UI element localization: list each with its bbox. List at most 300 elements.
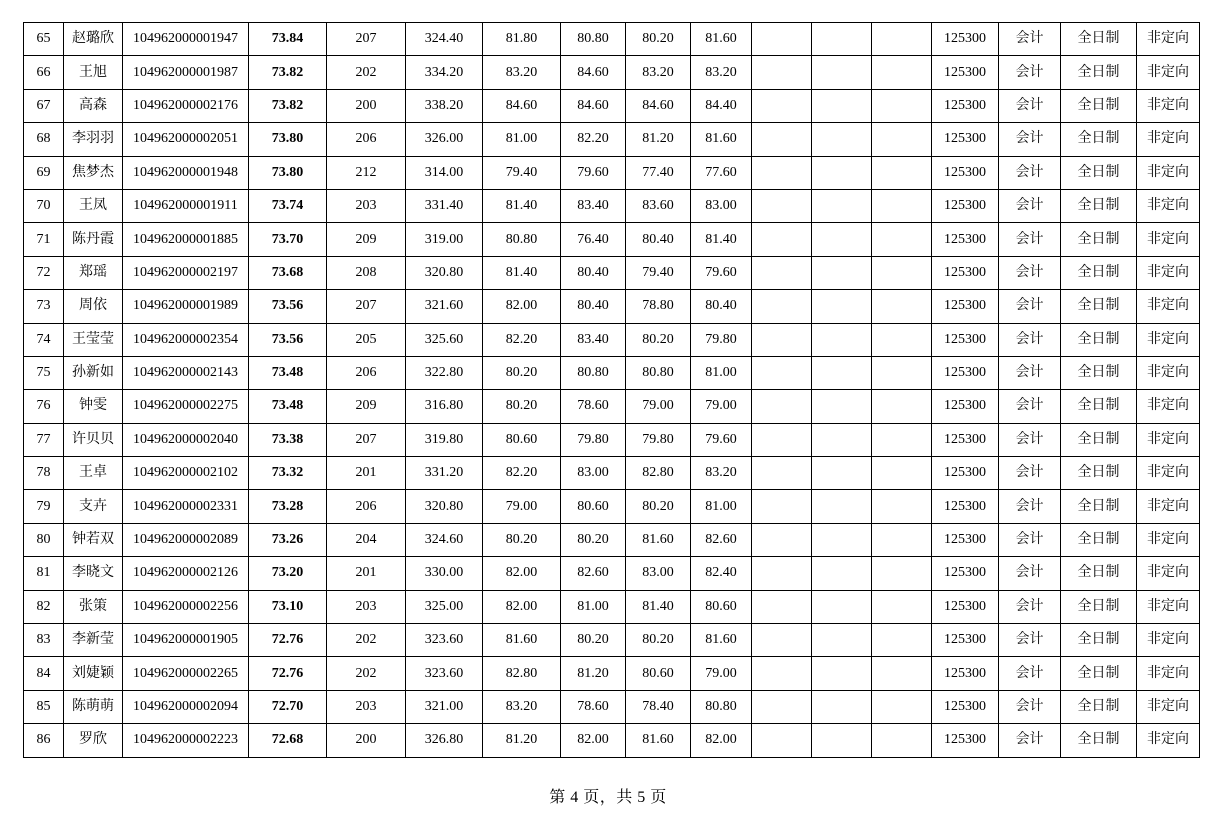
name-cell: 钟若双 xyxy=(64,523,123,556)
blank-cell-1 xyxy=(752,290,812,323)
col-5-cell: 206 xyxy=(327,356,406,389)
blank-cell-2 xyxy=(812,323,872,356)
total-score-cell: 73.70 xyxy=(249,223,327,256)
blank-cell-3 xyxy=(872,624,932,657)
study-mode-cell: 全日制 xyxy=(1061,390,1137,423)
study-mode-cell: 全日制 xyxy=(1061,189,1137,222)
exam-id-cell: 104962000002223 xyxy=(123,724,249,757)
study-mode-cell: 全日制 xyxy=(1061,223,1137,256)
blank-cell-1 xyxy=(752,423,812,456)
blank-cell-3 xyxy=(872,123,932,156)
col-6-cell: 314.00 xyxy=(406,156,483,189)
total-score-cell: 73.80 xyxy=(249,156,327,189)
orientation-cell: 非定向 xyxy=(1137,390,1200,423)
table-row xyxy=(24,457,1200,490)
blank-cell-1 xyxy=(752,356,812,389)
col-9-cell: 81.60 xyxy=(626,523,691,556)
col-7-cell: 80.20 xyxy=(483,356,561,389)
blank-cell-2 xyxy=(812,290,872,323)
col-9-cell: 81.60 xyxy=(626,724,691,757)
col-5-cell: 202 xyxy=(327,657,406,690)
col-10-cell: 83.20 xyxy=(691,457,752,490)
orientation-cell: 非定向 xyxy=(1137,290,1200,323)
blank-cell-1 xyxy=(752,323,812,356)
col-8-cell: 80.40 xyxy=(561,290,626,323)
col-8-cell: 80.80 xyxy=(561,23,626,56)
exam-id-cell: 104962000002143 xyxy=(123,356,249,389)
blank-cell-2 xyxy=(812,490,872,523)
col-10-cell: 81.60 xyxy=(691,624,752,657)
study-mode-cell: 全日制 xyxy=(1061,356,1137,389)
col-5-cell: 206 xyxy=(327,123,406,156)
col-7-cell: 82.00 xyxy=(483,590,561,623)
name-cell: 罗欣 xyxy=(64,724,123,757)
exam-id-cell: 104962000002176 xyxy=(123,89,249,122)
col-7-cell: 81.60 xyxy=(483,624,561,657)
col-6-cell: 325.00 xyxy=(406,590,483,623)
col-5-cell: 200 xyxy=(327,89,406,122)
major-code-cell: 125300 xyxy=(932,390,999,423)
blank-cell-1 xyxy=(752,189,812,222)
col-10-cell: 81.60 xyxy=(691,123,752,156)
major-name-cell: 会计 xyxy=(999,390,1061,423)
table-row xyxy=(24,123,1200,156)
col-6-cell: 334.20 xyxy=(406,56,483,89)
col-9-cell: 80.20 xyxy=(626,323,691,356)
col-8-cell: 78.60 xyxy=(561,390,626,423)
major-code-cell: 125300 xyxy=(932,523,999,556)
col-5-cell: 205 xyxy=(327,323,406,356)
row-number-cell: 83 xyxy=(24,624,64,657)
major-name-cell: 会计 xyxy=(999,423,1061,456)
blank-cell-2 xyxy=(812,657,872,690)
blank-cell-1 xyxy=(752,23,812,56)
col-5-cell: 203 xyxy=(327,189,406,222)
exam-id-cell: 104962000002265 xyxy=(123,657,249,690)
blank-cell-3 xyxy=(872,323,932,356)
col-8-cell: 79.60 xyxy=(561,156,626,189)
name-cell: 王莹莹 xyxy=(64,323,123,356)
orientation-cell: 非定向 xyxy=(1137,690,1200,723)
blank-cell-2 xyxy=(812,156,872,189)
blank-cell-1 xyxy=(752,523,812,556)
blank-cell-2 xyxy=(812,523,872,556)
total-score-cell: 72.76 xyxy=(249,624,327,657)
col-7-cell: 81.80 xyxy=(483,23,561,56)
major-code-cell: 125300 xyxy=(932,23,999,56)
blank-cell-2 xyxy=(812,356,872,389)
table-row xyxy=(24,356,1200,389)
exam-id-cell: 104962000001911 xyxy=(123,189,249,222)
blank-cell-3 xyxy=(872,56,932,89)
major-name-cell: 会计 xyxy=(999,557,1061,590)
orientation-cell: 非定向 xyxy=(1137,356,1200,389)
blank-cell-3 xyxy=(872,390,932,423)
study-mode-cell: 全日制 xyxy=(1061,256,1137,289)
table-row xyxy=(24,189,1200,222)
study-mode-cell: 全日制 xyxy=(1061,690,1137,723)
col-6-cell: 316.80 xyxy=(406,390,483,423)
blank-cell-1 xyxy=(752,557,812,590)
orientation-cell: 非定向 xyxy=(1137,56,1200,89)
col-8-cell: 76.40 xyxy=(561,223,626,256)
blank-cell-1 xyxy=(752,490,812,523)
blank-cell-2 xyxy=(812,390,872,423)
col-5-cell: 207 xyxy=(327,23,406,56)
name-cell: 李羽羽 xyxy=(64,123,123,156)
major-name-cell: 会计 xyxy=(999,23,1061,56)
row-number-cell: 80 xyxy=(24,523,64,556)
major-code-cell: 125300 xyxy=(932,423,999,456)
blank-cell-3 xyxy=(872,423,932,456)
study-mode-cell: 全日制 xyxy=(1061,457,1137,490)
exam-id-cell: 104962000002040 xyxy=(123,423,249,456)
col-5-cell: 201 xyxy=(327,557,406,590)
row-number-cell: 86 xyxy=(24,724,64,757)
col-5-cell: 203 xyxy=(327,690,406,723)
col-10-cell: 81.00 xyxy=(691,490,752,523)
col-5-cell: 207 xyxy=(327,290,406,323)
col-10-cell: 83.00 xyxy=(691,189,752,222)
col-10-cell: 81.60 xyxy=(691,23,752,56)
study-mode-cell: 全日制 xyxy=(1061,724,1137,757)
col-9-cell: 79.80 xyxy=(626,423,691,456)
major-name-cell: 会计 xyxy=(999,690,1061,723)
col-5-cell: 212 xyxy=(327,156,406,189)
col-7-cell: 84.60 xyxy=(483,89,561,122)
table-row xyxy=(24,156,1200,189)
row-number-cell: 82 xyxy=(24,590,64,623)
study-mode-cell: 全日制 xyxy=(1061,323,1137,356)
col-10-cell: 82.60 xyxy=(691,523,752,556)
name-cell: 周依 xyxy=(64,290,123,323)
col-5-cell: 209 xyxy=(327,223,406,256)
table-row xyxy=(24,290,1200,323)
col-6-cell: 319.00 xyxy=(406,223,483,256)
col-9-cell: 82.80 xyxy=(626,457,691,490)
col-6-cell: 322.80 xyxy=(406,356,483,389)
name-cell: 许贝贝 xyxy=(64,423,123,456)
col-8-cell: 80.20 xyxy=(561,624,626,657)
col-7-cell: 82.80 xyxy=(483,657,561,690)
blank-cell-3 xyxy=(872,490,932,523)
table-row xyxy=(24,557,1200,590)
major-code-cell: 125300 xyxy=(932,323,999,356)
major-name-cell: 会计 xyxy=(999,89,1061,122)
table-row xyxy=(24,423,1200,456)
major-code-cell: 125300 xyxy=(932,490,999,523)
col-9-cell: 80.80 xyxy=(626,356,691,389)
col-6-cell: 331.40 xyxy=(406,189,483,222)
col-9-cell: 84.60 xyxy=(626,89,691,122)
col-10-cell: 79.80 xyxy=(691,323,752,356)
study-mode-cell: 全日制 xyxy=(1061,523,1137,556)
major-name-cell: 会计 xyxy=(999,189,1061,222)
blank-cell-3 xyxy=(872,156,932,189)
blank-cell-2 xyxy=(812,23,872,56)
blank-cell-1 xyxy=(752,590,812,623)
exam-id-cell: 104962000002256 xyxy=(123,590,249,623)
total-score-cell: 73.84 xyxy=(249,23,327,56)
col-5-cell: 201 xyxy=(327,457,406,490)
blank-cell-3 xyxy=(872,657,932,690)
col-10-cell: 80.60 xyxy=(691,590,752,623)
blank-cell-1 xyxy=(752,223,812,256)
table-row xyxy=(24,23,1200,56)
col-9-cell: 81.40 xyxy=(626,590,691,623)
name-cell: 赵璐欣 xyxy=(64,23,123,56)
orientation-cell: 非定向 xyxy=(1137,557,1200,590)
blank-cell-3 xyxy=(872,356,932,389)
exam-id-cell: 104962000001905 xyxy=(123,624,249,657)
col-9-cell: 80.20 xyxy=(626,490,691,523)
col-9-cell: 78.40 xyxy=(626,690,691,723)
col-7-cell: 80.20 xyxy=(483,523,561,556)
col-9-cell: 80.20 xyxy=(626,624,691,657)
blank-cell-2 xyxy=(812,590,872,623)
blank-cell-3 xyxy=(872,290,932,323)
major-code-cell: 125300 xyxy=(932,724,999,757)
table-row xyxy=(24,56,1200,89)
orientation-cell: 非定向 xyxy=(1137,624,1200,657)
col-9-cell: 78.80 xyxy=(626,290,691,323)
row-number-cell: 75 xyxy=(24,356,64,389)
row-number-cell: 67 xyxy=(24,89,64,122)
total-score-cell: 73.68 xyxy=(249,256,327,289)
row-number-cell: 65 xyxy=(24,23,64,56)
col-9-cell: 80.20 xyxy=(626,23,691,56)
blank-cell-3 xyxy=(872,457,932,490)
orientation-cell: 非定向 xyxy=(1137,457,1200,490)
col-8-cell: 80.20 xyxy=(561,523,626,556)
total-score-cell: 73.82 xyxy=(249,56,327,89)
table-row xyxy=(24,390,1200,423)
orientation-cell: 非定向 xyxy=(1137,89,1200,122)
study-mode-cell: 全日制 xyxy=(1061,490,1137,523)
orientation-cell: 非定向 xyxy=(1137,523,1200,556)
major-code-cell: 125300 xyxy=(932,256,999,289)
col-7-cell: 82.20 xyxy=(483,323,561,356)
col-9-cell: 79.00 xyxy=(626,390,691,423)
row-number-cell: 68 xyxy=(24,123,64,156)
col-7-cell: 82.00 xyxy=(483,290,561,323)
name-cell: 高森 xyxy=(64,89,123,122)
col-8-cell: 82.00 xyxy=(561,724,626,757)
total-score-cell: 73.48 xyxy=(249,356,327,389)
col-7-cell: 81.40 xyxy=(483,256,561,289)
col-9-cell: 80.40 xyxy=(626,223,691,256)
col-8-cell: 80.60 xyxy=(561,490,626,523)
orientation-cell: 非定向 xyxy=(1137,156,1200,189)
major-code-cell: 125300 xyxy=(932,156,999,189)
col-6-cell: 338.20 xyxy=(406,89,483,122)
major-name-cell: 会计 xyxy=(999,323,1061,356)
col-5-cell: 209 xyxy=(327,390,406,423)
exam-id-cell: 104962000002089 xyxy=(123,523,249,556)
col-5-cell: 204 xyxy=(327,523,406,556)
col-5-cell: 207 xyxy=(327,423,406,456)
study-mode-cell: 全日制 xyxy=(1061,123,1137,156)
col-8-cell: 82.20 xyxy=(561,123,626,156)
major-name-cell: 会计 xyxy=(999,624,1061,657)
col-7-cell: 80.20 xyxy=(483,390,561,423)
total-score-cell: 72.70 xyxy=(249,690,327,723)
col-7-cell: 80.80 xyxy=(483,223,561,256)
row-number-cell: 69 xyxy=(24,156,64,189)
orientation-cell: 非定向 xyxy=(1137,123,1200,156)
major-name-cell: 会计 xyxy=(999,223,1061,256)
col-5-cell: 202 xyxy=(327,624,406,657)
blank-cell-3 xyxy=(872,523,932,556)
row-number-cell: 84 xyxy=(24,657,64,690)
table-row xyxy=(24,256,1200,289)
col-6-cell: 331.20 xyxy=(406,457,483,490)
blank-cell-2 xyxy=(812,256,872,289)
col-10-cell: 82.00 xyxy=(691,724,752,757)
table-row xyxy=(24,523,1200,556)
col-7-cell: 81.40 xyxy=(483,189,561,222)
major-name-cell: 会计 xyxy=(999,724,1061,757)
col-10-cell: 79.60 xyxy=(691,256,752,289)
col-8-cell: 84.60 xyxy=(561,89,626,122)
table-row xyxy=(24,724,1200,757)
table-row xyxy=(24,490,1200,523)
col-6-cell: 326.80 xyxy=(406,724,483,757)
major-name-cell: 会计 xyxy=(999,356,1061,389)
study-mode-cell: 全日制 xyxy=(1061,89,1137,122)
total-score-cell: 73.48 xyxy=(249,390,327,423)
blank-cell-3 xyxy=(872,23,932,56)
table-row xyxy=(24,323,1200,356)
col-10-cell: 77.60 xyxy=(691,156,752,189)
table-row xyxy=(24,590,1200,623)
total-score-cell: 73.80 xyxy=(249,123,327,156)
orientation-cell: 非定向 xyxy=(1137,490,1200,523)
orientation-cell: 非定向 xyxy=(1137,724,1200,757)
study-mode-cell: 全日制 xyxy=(1061,23,1137,56)
col-10-cell: 79.60 xyxy=(691,423,752,456)
col-5-cell: 202 xyxy=(327,56,406,89)
blank-cell-1 xyxy=(752,156,812,189)
row-number-cell: 76 xyxy=(24,390,64,423)
col-5-cell: 200 xyxy=(327,724,406,757)
col-9-cell: 83.00 xyxy=(626,557,691,590)
table-row xyxy=(24,690,1200,723)
major-code-cell: 125300 xyxy=(932,89,999,122)
col-7-cell: 81.20 xyxy=(483,724,561,757)
blank-cell-3 xyxy=(872,189,932,222)
name-cell: 张策 xyxy=(64,590,123,623)
major-code-cell: 125300 xyxy=(932,457,999,490)
page-number-footer: 第 4 页，共 5 页 xyxy=(549,789,667,806)
col-6-cell: 330.00 xyxy=(406,557,483,590)
col-9-cell: 83.60 xyxy=(626,189,691,222)
blank-cell-1 xyxy=(752,56,812,89)
col-8-cell: 78.60 xyxy=(561,690,626,723)
col-7-cell: 79.00 xyxy=(483,490,561,523)
col-6-cell: 320.80 xyxy=(406,256,483,289)
total-score-cell: 72.76 xyxy=(249,657,327,690)
col-10-cell: 80.40 xyxy=(691,290,752,323)
blank-cell-2 xyxy=(812,189,872,222)
major-code-cell: 125300 xyxy=(932,590,999,623)
name-cell: 王卓 xyxy=(64,457,123,490)
col-8-cell: 81.00 xyxy=(561,590,626,623)
major-code-cell: 125300 xyxy=(932,624,999,657)
total-score-cell: 73.38 xyxy=(249,423,327,456)
col-7-cell: 79.40 xyxy=(483,156,561,189)
major-name-cell: 会计 xyxy=(999,590,1061,623)
name-cell: 王凤 xyxy=(64,189,123,222)
name-cell: 李晓文 xyxy=(64,557,123,590)
name-cell: 陈丹霞 xyxy=(64,223,123,256)
col-6-cell: 325.60 xyxy=(406,323,483,356)
col-5-cell: 208 xyxy=(327,256,406,289)
study-mode-cell: 全日制 xyxy=(1061,423,1137,456)
col-10-cell: 80.80 xyxy=(691,690,752,723)
major-code-cell: 125300 xyxy=(932,557,999,590)
row-number-cell: 74 xyxy=(24,323,64,356)
col-8-cell: 83.40 xyxy=(561,189,626,222)
exam-id-cell: 104962000002126 xyxy=(123,557,249,590)
blank-cell-1 xyxy=(752,724,812,757)
orientation-cell: 非定向 xyxy=(1137,23,1200,56)
row-number-cell: 72 xyxy=(24,256,64,289)
blank-cell-3 xyxy=(872,557,932,590)
exam-id-cell: 104962000002354 xyxy=(123,323,249,356)
blank-cell-1 xyxy=(752,657,812,690)
table-row xyxy=(24,624,1200,657)
study-mode-cell: 全日制 xyxy=(1061,657,1137,690)
major-name-cell: 会计 xyxy=(999,523,1061,556)
col-9-cell: 77.40 xyxy=(626,156,691,189)
row-number-cell: 70 xyxy=(24,189,64,222)
major-name-cell: 会计 xyxy=(999,123,1061,156)
exam-id-cell: 104962000002331 xyxy=(123,490,249,523)
blank-cell-2 xyxy=(812,624,872,657)
total-score-cell: 73.28 xyxy=(249,490,327,523)
major-name-cell: 会计 xyxy=(999,657,1061,690)
row-number-cell: 66 xyxy=(24,56,64,89)
col-10-cell: 81.40 xyxy=(691,223,752,256)
col-10-cell: 82.40 xyxy=(691,557,752,590)
major-code-cell: 125300 xyxy=(932,657,999,690)
blank-cell-3 xyxy=(872,590,932,623)
study-mode-cell: 全日制 xyxy=(1061,557,1137,590)
col-6-cell: 320.80 xyxy=(406,490,483,523)
col-9-cell: 81.20 xyxy=(626,123,691,156)
major-code-cell: 125300 xyxy=(932,223,999,256)
col-6-cell: 324.60 xyxy=(406,523,483,556)
col-8-cell: 81.20 xyxy=(561,657,626,690)
total-score-cell: 73.26 xyxy=(249,523,327,556)
major-name-cell: 会计 xyxy=(999,290,1061,323)
col-8-cell: 84.60 xyxy=(561,56,626,89)
table-row xyxy=(24,223,1200,256)
total-score-cell: 73.32 xyxy=(249,457,327,490)
major-name-cell: 会计 xyxy=(999,156,1061,189)
blank-cell-2 xyxy=(812,123,872,156)
col-10-cell: 79.00 xyxy=(691,390,752,423)
blank-cell-3 xyxy=(872,89,932,122)
col-8-cell: 80.80 xyxy=(561,356,626,389)
exam-id-cell: 104962000001947 xyxy=(123,23,249,56)
name-cell: 焦梦杰 xyxy=(64,156,123,189)
major-code-cell: 125300 xyxy=(932,356,999,389)
blank-cell-2 xyxy=(812,557,872,590)
row-number-cell: 71 xyxy=(24,223,64,256)
col-6-cell: 323.60 xyxy=(406,624,483,657)
